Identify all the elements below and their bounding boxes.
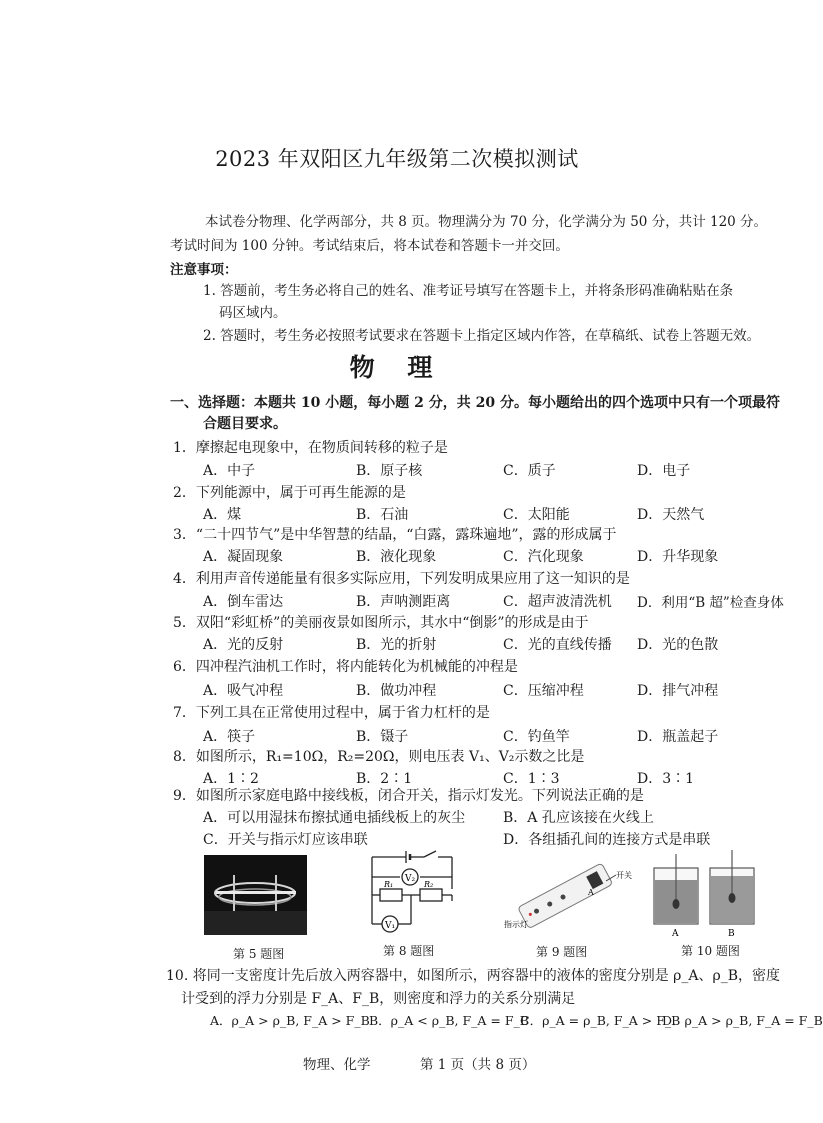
question-5-option-a: A．光的反射 — [203, 637, 284, 653]
subject-heading: 物 理 — [349, 353, 445, 382]
question-2-option-b: B．石油 — [356, 507, 409, 523]
notes-item-1-line-1: 1. 答题前，考生务必将自己的姓名、准考证号填写在答题卡上，并将条形码准确粘贴在条 — [203, 283, 734, 299]
figure-5-caption: 第 5 题图 — [233, 947, 285, 961]
figure-9-caption: 第 9 题图 — [536, 945, 588, 959]
question-6-option-b: B．做功冲程 — [356, 683, 437, 699]
question-4-option-b: B．声呐测距离 — [356, 594, 451, 610]
question-2-option-c: C．太阳能 — [503, 507, 570, 523]
question-2-stem: 2．下列能源中，属于可再生能源的是 — [173, 485, 406, 501]
question-7-option-a: A．筷子 — [203, 729, 256, 745]
question-10-option-c: C．ρ_A = ρ_B, F_A > F_B — [520, 1013, 681, 1028]
exam-title: 2023 年双阳区九年级第二次模拟测试 — [215, 147, 579, 171]
question-7-option-b: B．镊子 — [356, 729, 409, 745]
question-3-option-b: B．液化现象 — [356, 549, 437, 565]
intro-line-2: 考试时间为 100 分钟。考试结束后，将本试卷和答题卡一并交回。 — [170, 238, 569, 254]
question-8-stem: 8．如图所示，R₁=10Ω，R₂=20Ω，则电压表 V₁、V₂示数之比是 — [173, 749, 585, 765]
question-3-option-a: A．凝固现象 — [203, 549, 284, 565]
question-5-option-b: B．光的折射 — [356, 637, 437, 653]
question-10-line-1: 10. 将同一支密度计先后放入两容器中，如图所示，两容器中的液体的密度分别是 ρ_A、ρ_B，密度 — [166, 968, 781, 984]
notes-item-1-line-2: 码区域内。 — [219, 305, 287, 321]
question-7-option-c: C．钓鱼竿 — [503, 729, 570, 745]
question-8-option-b: B．2∶1 — [356, 771, 413, 787]
figure-8-caption: 第 8 题图 — [383, 944, 435, 958]
question-1-option-c: C．质子 — [503, 463, 556, 479]
question-9-option-b: B．A 孔应该接在火线上 — [503, 810, 654, 826]
section-1-line-1: 一、选择题：本题共 10 小题，每小题 2 分，共 20 分。每小题给出的四个选项中只有一个项最符 — [170, 395, 780, 411]
question-7-option-d: D．瓶盖起子 — [637, 729, 719, 745]
fig8-r1-label: R₁ — [384, 880, 394, 889]
question-9-stem: 9．如图所示家庭电路中接线板，闭合开关，指示灯发光。下列说法正确的是 — [173, 788, 644, 804]
question-8-option-c: C．1∶3 — [503, 771, 560, 787]
intro-line-1: 本试卷分物理、化学两部分，共 8 页。物理满分为 70 分，化学满分为 50 分，共计 120 分。 — [205, 214, 768, 230]
question-3-option-c: C．汽化现象 — [503, 549, 584, 565]
fig8-v2-label: V₂ — [405, 874, 416, 884]
question-2-option-d: D．天然气 — [637, 507, 705, 523]
question-1-stem: 1．摩擦起电现象中，在物质间转移的粒子是 — [173, 440, 448, 456]
question-10-option-d: D．ρ_A > ρ_B, F_A = F_B — [662, 1013, 823, 1028]
figure-9-power-strip — [500, 857, 635, 935]
question-8-option-d: D．3∶1 — [637, 771, 695, 787]
fig9-a-label: A — [588, 888, 594, 897]
question-6-stem: 6．四冲程汽油机工作时，将内能转化为机械能的冲程是 — [173, 659, 518, 675]
figure-10-caption: 第 10 题图 — [681, 944, 740, 958]
question-6-option-a: A．吸气冲程 — [203, 683, 284, 699]
figure-5-bridge-photo — [204, 855, 307, 935]
fig10-b-label: B — [728, 929, 735, 939]
question-5-option-d: D．光的色散 — [637, 637, 719, 653]
question-4-stem: 4．利用声音传递能量有很多实际应用，下列发明成果应用了这一知识的是 — [173, 571, 630, 587]
question-1-option-d: D．电子 — [637, 463, 691, 479]
footer-subjects: 物理、化学 — [303, 1057, 371, 1073]
section-1-line-2: 合题目要求。 — [203, 416, 287, 432]
notes-heading: 注意事项： — [170, 262, 238, 278]
footer-page-number: 第 1 页（共 8 页） — [420, 1057, 536, 1073]
question-10-line-2: 计受到的浮力分别是 F_A、F_B，则密度和浮力的关系分别满足 — [181, 991, 576, 1007]
question-3-stem: 3．“二十四节气”是中华智慧的结晶，“白露，露珠遍地”，露的形成属于 — [173, 527, 617, 543]
fig8-r2-label: R₂ — [424, 880, 434, 889]
figure-10-beakers — [650, 850, 760, 940]
question-3-option-d: D．升华现象 — [637, 549, 719, 565]
question-1-option-a: A．中子 — [203, 463, 256, 479]
question-9-option-a: A．可以用湿抹布擦拭通电插线板上的灰尘 — [203, 810, 466, 826]
question-2-option-a: A．煤 — [203, 507, 242, 523]
question-9-option-d: D．各组插孔间的连接方式是串联 — [503, 832, 711, 848]
question-10-option-a: A．ρ_A > ρ_B, F_A > F_B — [210, 1013, 370, 1028]
question-9-option-c: C．开关与指示灯应该串联 — [203, 832, 368, 848]
fig9-switch-label: 开关 — [616, 871, 632, 880]
question-5-stem: 5．双阳“彩虹桥”的美丽夜景如图所示，其水中“倒影”的形成是由于 — [173, 615, 589, 631]
question-8-option-a: A．1∶2 — [203, 771, 259, 787]
question-4-option-a: A．倒车雷达 — [203, 594, 284, 610]
question-10-option-b: B．ρ_A < ρ_B, F_A = F_B — [369, 1013, 529, 1028]
fig8-v1-label: V₁ — [385, 921, 396, 931]
notes-item-2: 2. 答题时，考生务必按照考试要求在答题卡上指定区域内作答，在草稿纸、试卷上答题无效。 — [203, 328, 761, 344]
question-1-option-b: B．原子核 — [356, 463, 423, 479]
question-4-option-d: D．利用“B 超”检查身体 — [637, 595, 784, 611]
question-6-option-d: D．排气冲程 — [637, 683, 719, 699]
question-7-stem: 7．下列工具在正常使用过程中，属于省力杠杆的是 — [173, 705, 490, 721]
figure-8-circuit — [362, 849, 462, 939]
question-4-option-c: C．超声波清洗机 — [503, 594, 612, 610]
fig9-lamp-label: 指示灯 — [504, 920, 528, 929]
question-6-option-c: C．压缩冲程 — [503, 683, 584, 699]
fig10-a-label: A — [672, 929, 679, 939]
question-5-option-c: C．光的直线传播 — [503, 637, 612, 653]
